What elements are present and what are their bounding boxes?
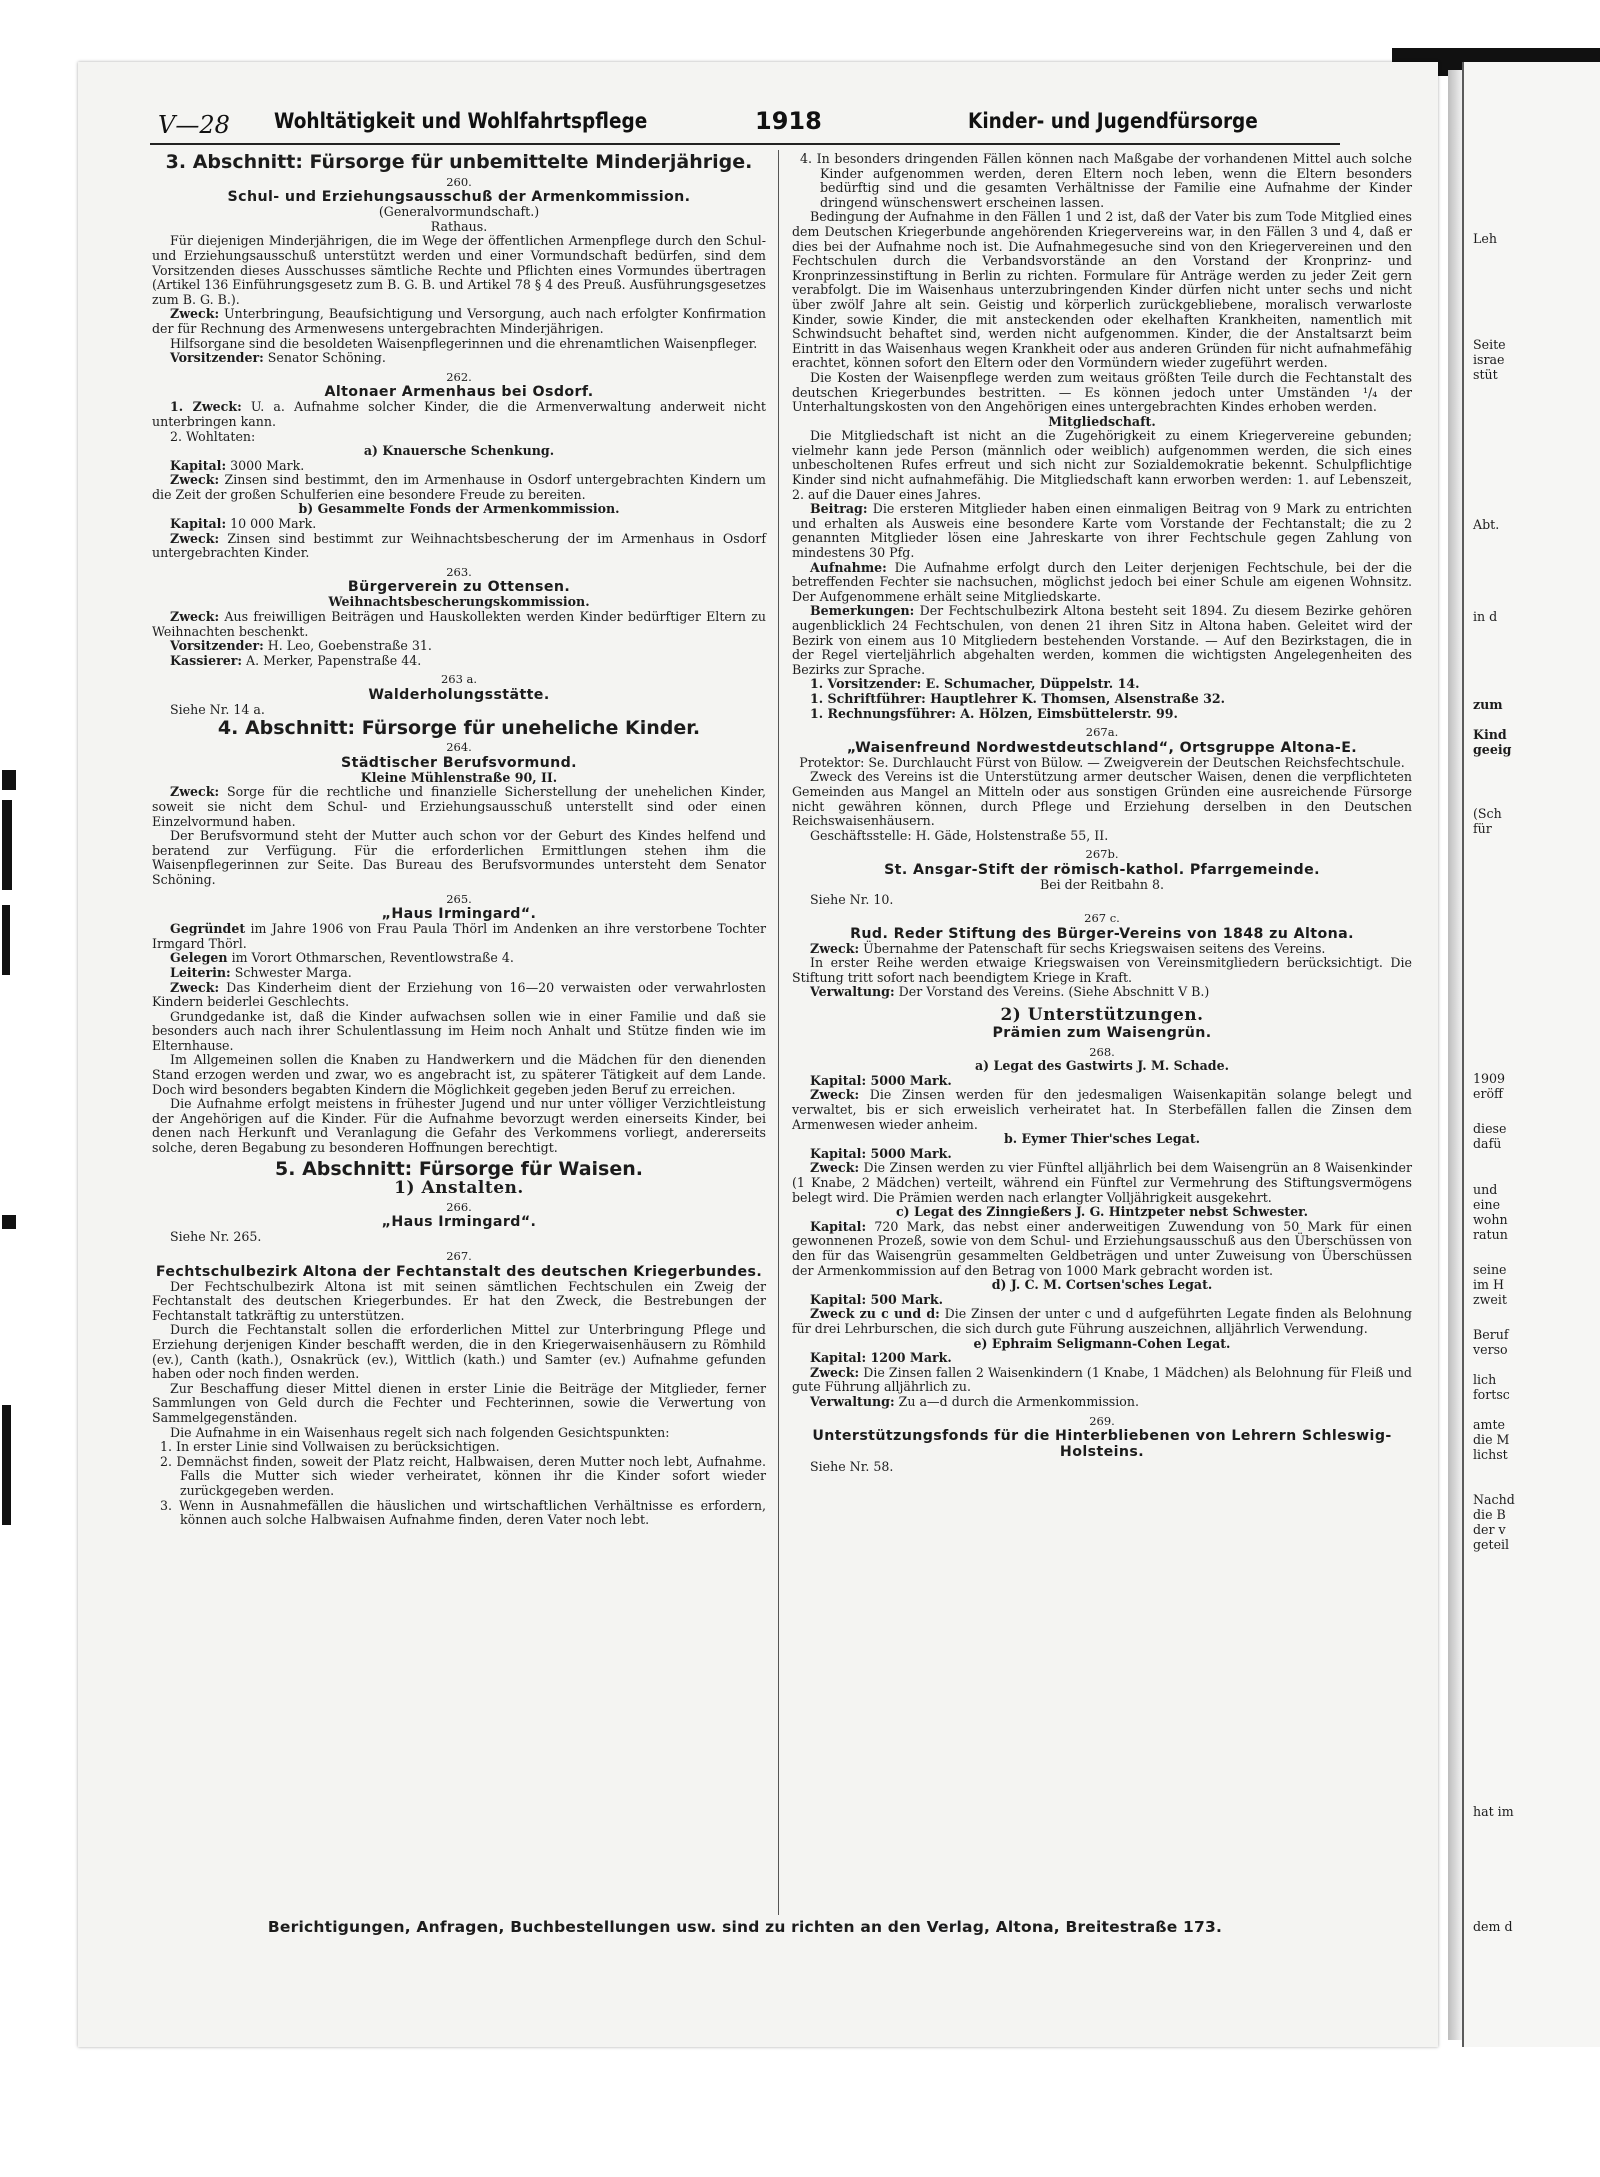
paragraph: Protektor: Se. Durchlaucht Fürst von Bülow. — Zweigverein der Deutschen Reichsfechtschule. xyxy=(799,754,1405,770)
section-subheading: Prämien zum Waisengrün. xyxy=(992,1024,1212,1041)
side-fragment: Abt. xyxy=(1473,517,1500,532)
paragraph: Der Berufsvormund steht der Mutter auch schon vor der Geburt des Kindes helfend und beratend zur Verfügung. Für die erforderlichen Ermittlungen stehen ihm die Waisenpflegerinnen zur Seite. Das Bureau des Berufsvormundes untersteht dem Senator Schöning. xyxy=(152,828,766,887)
footer-notice: Berichtigungen, Anfragen, Buchbestellungen usw. sind zu richten an den Verlag, Altona, Breitestraße 173. xyxy=(267,1918,1223,1936)
paragraph xyxy=(792,1307,1412,1336)
side-fragment: eröff xyxy=(1473,1086,1504,1101)
text: Die ersteren Mitglieder haben einen einmaligen Beitrag von 9 Mark zu entrichten und erhalten als Ausweis eine besondere Karte vom Vorstande der Fechtanstalt; die zu 2 genannten Mitglieder lösen eine Jahreskarte von ihrer Fechtschule gegen Zahlung von mindestens 30 Pfg. xyxy=(792,501,1412,561)
entry-title: Fechtschulbezirk Altona der Fechtanstalt des deutschen Kriegerbundes. xyxy=(155,1263,763,1280)
subheading: a) Knauersche Schenkung. xyxy=(363,443,555,459)
subheading: a) Legat des Gastwirts J. M. Schade. xyxy=(975,1058,1229,1074)
entry-number: 267b. xyxy=(1085,847,1119,862)
text: Zinsen sind bestimmt, den im Armenhause in Osdorf untergebrachten Kindern um die Zeit der großen Schulferien eine besondere Freude zu bereiten. xyxy=(152,472,766,502)
paragraph xyxy=(152,981,766,1010)
side-fragment: Leh xyxy=(1473,231,1497,246)
side-fragment: ratun xyxy=(1473,1227,1508,1242)
label: Leiterin: xyxy=(170,964,231,980)
paragraph xyxy=(792,1161,1412,1205)
paragraph xyxy=(152,951,766,966)
label: Zweck: xyxy=(170,609,220,625)
entry-title: Altonaer Armenhaus bei Osdorf. xyxy=(324,384,594,401)
paragraph xyxy=(152,307,766,336)
paragraph xyxy=(792,1088,1412,1132)
text: H. Leo, Goebenstraße 31. xyxy=(267,638,432,654)
entry-number: 264. xyxy=(446,740,472,755)
paragraph xyxy=(152,351,766,366)
paragraph: Die Mitgliedschaft ist nicht an die Zugehörigkeit zu einem Kriegervereine gebunden; vielmehr kann jede Person (männlich oder weiblich) aufgenommen werden, die sich eines unbescholtenen Rufes erfreut und sich nicht zur Sozialdemokratie bekennt. Schulpflichtige Kinder sind nicht aufnahmefähig. Die Mitgliedschaft kann erworben werden: 1. auf Lebenszeit, 2. auf die Dauer eines Jahres. xyxy=(792,428,1412,502)
text: im Jahre 1906 von Frau Paula Thörl im Andenken an ihre verstorbene Tochter Irmgard Thörl. xyxy=(152,921,766,951)
paragraph: Die Aufnahme erfolgt meistens in frühester Jugend und nur unter völliger Verzichtleistung der Angehörigen auf die Kinder. Für die Aufnahme bevorzugt werden einerseits Kinder, bei denen nach Herkunft und Veranlagung die Gefahr des Verkommens vorliegt, andererseits solche, deren Begabung zu besonderen Hoffnungen berechtigt. xyxy=(152,1096,766,1156)
paragraph xyxy=(152,400,766,429)
side-fragment: in d xyxy=(1473,609,1498,624)
entry-title: Schul- und Erziehungsausschuß der Armenkommission. xyxy=(227,189,691,206)
paragraph xyxy=(152,517,766,532)
entry-number: 268. xyxy=(1089,1044,1115,1059)
running-header xyxy=(148,107,1328,139)
label: Zweck: xyxy=(170,530,220,546)
paragraph: Im Allgemeinen sollen die Knaben zu Handwerkern und die Mädchen für den dienenden Stand erzogen werden und zwar, wo es angebracht ist, zu späterer Tätigkeit auf dem Lande. Doch wird besonders begabten Kindern die Möglichkeit gegeben jeden Beruf zu erreichen. xyxy=(152,1052,766,1097)
paragraph: Der Fechtschulbezirk Altona ist mit seinen sämtlichen Fechtschulen ein Zweig der Fechtanstalt des deutschen Kriegerbundes. Er hat den Zweck, die Bestrebungen der Fechtanstalt tatkräftig zu unterstützen. xyxy=(152,1278,766,1323)
side-fragment: amte xyxy=(1473,1417,1505,1432)
label: Zweck: xyxy=(810,1364,860,1380)
side-fragment: für xyxy=(1473,821,1492,836)
side-fragment: Seite xyxy=(1473,337,1506,352)
side-fragment: im H xyxy=(1473,1277,1504,1292)
text: Senator Schöning. xyxy=(267,350,386,366)
entry-number: 269. xyxy=(1089,1413,1115,1428)
side-fragment: Nachd xyxy=(1473,1492,1515,1507)
entry-location: Rathaus. xyxy=(430,218,488,234)
side-fragment: eine xyxy=(1473,1197,1501,1212)
left-margin-edge xyxy=(0,0,22,2177)
text: 3000 Mark. xyxy=(230,457,305,473)
paragraph xyxy=(792,985,1412,1000)
side-fragment: die B xyxy=(1473,1507,1506,1522)
entry-subtitle: Weihnachtsbescherungskommission. xyxy=(328,594,590,610)
section-heading: 3. Abschnitt: Fürsorge für unbemittelte Minderjährige. xyxy=(165,151,753,173)
header-rule xyxy=(150,143,1340,145)
list-item: 4. In besonders dringenden Fällen können nach Maßgabe der vorhandenen Mittel auch solche Kinder aufgenommen werden, deren Eltern noch leben, wenn die Eltern besonders bedürftig sind und die gesamten Verhältnisse der Familie eine Aufnahme der Kinder dringend wünschenswert erscheinen lassen. xyxy=(800,151,1412,210)
entry-location: Bei der Reitbahn 8. xyxy=(1039,876,1165,892)
label: Kapital: xyxy=(170,516,227,532)
side-fragment: Kind xyxy=(1473,727,1507,742)
entry-title: „Waisenfreund Nordwestdeutschland“, Ortsgruppe Altona-E. xyxy=(846,739,1358,756)
list-item: 3. Wenn in Ausnahmefällen die häuslichen und wirtschaftlichen Verhältnisse es erfordern, können auch solche Halbwaisen Aufnahme finden, deren Vater noch lebt. xyxy=(160,1497,766,1528)
side-fragment: zweit xyxy=(1473,1292,1507,1307)
side-fragment: (Sch xyxy=(1473,806,1502,821)
paragraph xyxy=(152,459,766,474)
subheading: e) Ephraim Seligmann-Cohen Legat. xyxy=(973,1335,1231,1351)
text: Die Aufnahme erfolgt durch den Leiter derjenigen Fechtschule, bei der die betreffenden Fechter sie nachsuchen, möglichst jedoch bei einer Schule am eigenen Wohnsitz. Der Aufgenommene erhält seine Mitgliedskarte. xyxy=(792,559,1412,604)
entry-title: Städtischer Berufsvormund. xyxy=(341,754,577,771)
entry-title: Unterstützungsfonds für die Hinterbliebenen von Lehrern Schleswig-Holsteins. xyxy=(812,1428,1392,1461)
paragraph: Die Aufnahme in ein Waisenhaus regelt sich nach folgenden Gesichtspunkten: xyxy=(170,1424,670,1440)
entry-number: 267 c. xyxy=(1084,911,1120,926)
subheading: b. Eymer Thier'sches Legat. xyxy=(1003,1131,1201,1147)
text: Der Vorstand des Vereins. (Siehe Abschnitt V B.) xyxy=(898,984,1210,1000)
gutter-shadow xyxy=(1448,70,1462,2040)
text: A. Merker, Papenstraße 44. xyxy=(246,652,422,668)
text: Der Fechtschulbezirk Altona besteht seit 1894. Zu diesem Bezirke gehören augenblicklich 24 Fechtschulen, von denen 21 ihren Sitz in Altona haben. Geleitet wird der Bezirk von einem aus 10 Mitgliedern bestehenden Vorstande. — Auf den Bezirkstagen, die in der Regel vierteljährlich abgehalten werden, kommen die wichtigsten Angelegenheiten des Bezirks zur Sprache. xyxy=(792,603,1412,677)
entry-number: 265. xyxy=(446,891,472,906)
margin-mark xyxy=(2,905,10,975)
officer-line: 1. Rechnungsführer: A. Hölzen, Eimsbüttelerstr. 99. xyxy=(810,705,1178,721)
paragraph xyxy=(792,1366,1412,1395)
side-fragment: diese xyxy=(1473,1121,1507,1136)
paragraph xyxy=(152,785,766,829)
side-fragment: geteil xyxy=(1473,1537,1510,1552)
entry-title: „Haus Irmingard“. xyxy=(381,906,537,923)
text: Schwester Marga. xyxy=(234,964,352,980)
label: Bemerkungen: xyxy=(810,603,915,619)
text: U. a. Aufnahme solcher Kinder, die die Armenverwaltung anderweit nicht unterbringen kann. xyxy=(152,399,766,429)
side-fragment: fortsc xyxy=(1473,1387,1510,1402)
entry-subtitle: (Generalvormundschaft.) xyxy=(378,204,540,220)
text: Zinsen sind bestimmt zur Weihnachtsbescherung der im Armenhaus in Osdorf untergebrachten Kinder. xyxy=(152,530,766,561)
label: Zweck zu c und d: xyxy=(810,1306,940,1322)
margin-mark xyxy=(2,800,12,890)
paragraph: Zweck des Vereins ist die Unterstützung armer deutscher Waisen, denen die verpflichteten Gemeinden aus Mangel an Mitteln oder aus sonstigen Gründen eine ausreichende Fürsorge nicht gewähren können, durch Pflege und Erziehung derselben in den Deutschen Reichswaisenhäusern. xyxy=(792,769,1412,829)
side-fragment: lich xyxy=(1473,1372,1497,1387)
side-fragment: Beruf xyxy=(1473,1327,1509,1342)
text: Zu a—d durch die Armenkommission. xyxy=(898,1393,1139,1409)
text: Die Zinsen werden für den jedesmaligen Waisenkapitän solange belegt und verwaltet, bis er sich erweislich verheiratet hat. In Sterbefällen fallen die Zinsen dem Armenwesen wieder anheim. xyxy=(792,1087,1412,1132)
left-column xyxy=(152,152,766,1528)
paragraph: Geschäftsstelle: H. Gäde, Holstenstraße 55, II. xyxy=(810,827,1109,843)
side-fragment: verso xyxy=(1473,1342,1508,1357)
cross-reference: Siehe Nr. 10. xyxy=(810,891,894,907)
label: Gelegen xyxy=(170,950,228,966)
margin-mark xyxy=(2,1405,11,1525)
section-subheading: 1) Anstalten. xyxy=(394,1178,524,1199)
section-heading: 4. Abschnitt: Fürsorge für uneheliche Kinder. xyxy=(217,716,701,739)
cross-reference: Siehe Nr. 14 a. xyxy=(170,702,265,717)
paragraph: Kapital: 1200 Mark. xyxy=(810,1350,952,1366)
paragraph xyxy=(152,639,766,654)
entry-number: 267. xyxy=(446,1249,472,1263)
paragraph xyxy=(152,473,766,502)
side-fragment: hat im xyxy=(1473,1804,1514,1819)
subheading: d) J. C. M. Cortsen'sches Legat. xyxy=(991,1277,1213,1293)
side-fragment: dafü xyxy=(1473,1136,1502,1151)
label: Verwaltung: xyxy=(810,1393,895,1409)
text: Das Kinderheim dient der Erziehung von 16—20 verwaisten oder verwahrlosten Kindern beiderlei Geschlechts. xyxy=(152,979,766,1010)
paragraph xyxy=(152,966,766,981)
paragraph: Zur Beschaffung dieser Mittel dienen in erster Linie die Beiträge der Mitglieder, ferner Sammlungen von Geld durch die Fechter und Fechterinnen, sowie die Verwertung von Sammelgegenständen. xyxy=(152,1380,766,1425)
label: 1. Zweck: xyxy=(170,399,242,415)
list-item: 2. Demnächst finden, soweit der Platz reicht, Halbwaisen, deren Mutter noch lebt, Aufnahme. Falls die Mutter sich wieder verheiratet, können ihr die Kinder sofort wieder zurückgegeben werden. xyxy=(160,1453,766,1498)
text: Sorge für die rechtliche und finanzielle Sicherstellung der unehelichen Kinder, soweit sie nicht dem Schul- und Erziehungsausschuß unterstellt sind oder einen Einzelvormund haben. xyxy=(152,784,766,829)
column-divider xyxy=(778,150,779,1915)
side-fragment: wohn xyxy=(1473,1212,1508,1227)
paragraph: 2. Wohltaten: xyxy=(170,428,256,444)
label: Zweck: xyxy=(170,979,220,995)
cross-reference: Siehe Nr. 265. xyxy=(170,1229,262,1245)
paragraph: In erster Reihe werden etwaige Kriegswaisen von Vereinsmitgliedern berücksichtigt. Die Stiftung tritt sofort nach beendigtem Kriege in Kraft. xyxy=(792,955,1412,985)
label: Zweck: xyxy=(170,472,220,488)
entry-title: Bürgerverein zu Ottensen. xyxy=(347,579,571,596)
entry-number: 267a. xyxy=(1085,725,1119,740)
text: 10 000 Mark. xyxy=(230,516,317,532)
side-fragment: lichst xyxy=(1473,1447,1508,1462)
side-fragment: der v xyxy=(1473,1522,1506,1537)
list-item: 1. In erster Linie sind Vollwaisen zu berücksichtigen. xyxy=(160,1439,500,1455)
section-subheading: 2) Unterstützungen. xyxy=(1000,1005,1204,1026)
cross-reference: Siehe Nr. 58. xyxy=(810,1459,894,1475)
paragraph xyxy=(152,922,766,951)
side-fragment: dem d xyxy=(1473,1919,1513,1934)
side-fragment: die M xyxy=(1473,1432,1510,1447)
paragraph xyxy=(792,561,1412,605)
side-fragment: 1909 xyxy=(1473,1071,1506,1086)
entry-subtitle: Kleine Mühlenstraße 90, II. xyxy=(360,769,558,785)
label: Zweck: xyxy=(810,1160,860,1176)
right-column xyxy=(792,152,1412,1475)
label: Zweck: xyxy=(810,940,860,956)
label: Vorsitzender: xyxy=(170,350,264,366)
text: Aus freiwilligen Beiträgen und Hauskollekten werden Kinder bedürftiger Eltern zu Weihnachten beschenkt. xyxy=(152,609,766,639)
entry-title: Walderholungsstätte. xyxy=(368,687,550,703)
side-fragment: zum xyxy=(1473,697,1503,712)
paragraph: Die Kosten der Waisenpflege werden zum weitaus größten Teile durch die Fechtanstalt des deutschen Kriegerbundes bestritten. — Es können jedoch unter Umständen ¹/₄ der Unterhaltungskosten von den Angehörigen eines untergebrachten Kindes erhoben werden. xyxy=(792,369,1412,415)
paragraph: Durch die Fechtanstalt sollen die erforderlichen Mittel zur Unterbringung Pflege und Erziehung derjenigen Kinder beschafft werden, die in den Kriegerwaisenhäusern zu Römhild (ev.), Canth (kath.), Osnakrück (ev.), Wittlich (kath.) und Samter (ev.) Aufnahme gefunden haben oder noch finden werden. xyxy=(152,1322,766,1382)
label: Kassierer: xyxy=(170,652,243,668)
header-year: 1918 xyxy=(755,107,822,135)
text: Die Zinsen fallen 2 Waisenkindern (1 Knabe, 1 Mädchen) als Belohnung für Fleiß und gute Führung alljährlich zu. xyxy=(792,1364,1412,1395)
text: im Vorort Othmarschen, Reventlowstraße 4. xyxy=(231,950,514,966)
paragraph: Kapital: 500 Mark. xyxy=(810,1291,944,1307)
subheading: b) Gesammelte Fonds der Armenkommission. xyxy=(298,501,620,517)
entry-number: 260. xyxy=(446,174,472,189)
paragraph xyxy=(792,1395,1412,1410)
side-fragment: und xyxy=(1473,1182,1498,1197)
label: Gegründet xyxy=(170,921,246,937)
side-fragment: stüt xyxy=(1473,367,1498,382)
paragraph: Grundgedanke ist, daß die Kinder aufwachsen sollen wie in einer Familie und daß sie besonders auch nach ihrer Schulentlassung im Heim noch Anhalt und Stütze finden wie im Elternhause. xyxy=(152,1008,766,1053)
officer-line: 1. Schriftführer: Hauptlehrer K. Thomsen, Alsenstraße 32. xyxy=(810,690,1225,706)
paragraph xyxy=(152,610,766,639)
header-right-title: Kinder- und Jugendfürsorge xyxy=(968,109,1258,133)
paragraph: Für diejenigen Minderjährigen, die im Wege der öffentlichen Armenpflege durch den Schul- und Erziehungsausschuß unterstützt werden und einer Vormundschaft bedürfen, sind dem Vorsitzenden dieses Ausschusses sämtliche Rechte und Pflichten eines Vormundes übertragen (Artikel 136 Einführungsgesetz zum B. G. B. und Artikel 78 § 4 des Preuß. Ausführungsgesetzes zum B. G. B.). xyxy=(152,233,766,307)
label: Zweck: xyxy=(810,1087,860,1103)
paragraph xyxy=(792,502,1412,560)
paragraph: Hilfsorgane sind die besoldeten Waisenpflegerinnen und die ehrenamtlichen Waisenpfleger. xyxy=(170,335,758,351)
subheading: Mitgliedschaft. xyxy=(1048,413,1156,429)
entry-number: 263. xyxy=(446,564,472,579)
label: Kapital: xyxy=(170,457,227,473)
paragraph xyxy=(792,604,1412,677)
paragraph xyxy=(792,1220,1412,1278)
paragraph: Kapital: 5000 Mark. xyxy=(810,1145,952,1161)
label: Verwaltung: xyxy=(810,984,895,1000)
paragraph xyxy=(792,942,1412,957)
paragraph: Bedingung der Aufnahme in den Fällen 1 und 2 ist, daß der Vater bis zum Tode Mitglied eines dem Deutschen Kriegerbunde angehörenden Kriegervereins war, in den Fällen 3 und 4, daß er dies bei der Aufnahme noch ist. Die Aufnahmegesuche sind von den Kriegervereinen und den Fechtschulen durch die Verbandsvorstände an den Vorstand der Kronprinz- und Kronprinzessinstiftung in Berlin zu richten. Formulare für Anträge werden zu jeder Zeit gern verabfolgt. Die im Waisenhaus unterzubringenden Kinder dürfen nicht unter sechs und nicht über zwölf Jahre alt sein. Geistig und körperlich zurückgebliebene, moralisch verwarloste Kinder, sowie Kinder, die mit ansteckenden oder ekelhaften Krankheiten, namentlich mit Schwindsucht behaftet sind, werden nicht aufgenommen. Kinder, die der Anstaltsarzt beim Eintritt in das Waisenhaus wegen Krankheit oder aus anderen Gründen für nicht aufnahmefähig erachtet, können sofort den Eltern oder den Vormündern wieder zugeführt werden. xyxy=(792,209,1412,371)
side-fragment: seine xyxy=(1473,1262,1507,1277)
text: Unterbringung, Beaufsichtigung und Versorgung, auch nach erfolgter Konfirmation der für Rechnung des Armenwesens untergebrachten Minderjährigen. xyxy=(152,306,766,336)
label: Aufnahme: xyxy=(810,559,887,575)
section-heading: 5. Abschnitt: Fürsorge für Waisen. xyxy=(275,1157,643,1180)
text: Die Zinsen werden zu vier Fünftel alljährlich bei dem Waisengrün an 8 Waisenkinder (1 Knabe, 2 Mädchen) verteilt, während ein Fünftel zur Vermehrung des Stiftungsvermögens belegt wird. Die Prämien werden nach erlangter Volljährigkeit ausgekehrt. xyxy=(792,1160,1412,1205)
entry-number: 266. xyxy=(446,1199,472,1214)
label: Zweck: xyxy=(170,306,220,322)
subheading: c) Legat des Zinngießers J. G. Hintzpeter nebst Schwester. xyxy=(895,1204,1309,1220)
paragraph xyxy=(152,532,766,561)
label: Zweck: xyxy=(170,784,220,800)
page-number: V—28 xyxy=(158,111,230,139)
text: Die Zinsen der unter c und d aufgeführten Legate finden als Belohnung für drei Lehrburschen, die sich durch gute Führung auszeichnen, alljährlich Verwendung. xyxy=(792,1306,1412,1336)
margin-mark xyxy=(2,770,16,790)
text: Übernahme der Patenschaft für sechs Kriegswaisen seitens des Vereins. xyxy=(863,940,1326,956)
entry-title: „Haus Irmingard“. xyxy=(381,1214,537,1231)
entry-title: Rud. Reder Stiftung des Bürger-Vereins von 1848 zu Altona. xyxy=(850,925,1354,942)
label: Kapital: xyxy=(810,1218,867,1234)
side-fragment: geeig xyxy=(1473,742,1512,757)
entry-number: 262. xyxy=(446,369,472,384)
paragraph: Kapital: 5000 Mark. xyxy=(810,1072,952,1088)
side-fragment: israe xyxy=(1473,352,1505,367)
paragraph xyxy=(152,654,766,669)
label: Beitrag: xyxy=(810,501,868,517)
entry-title: St. Ansgar-Stift der römisch-kathol. Pfarrgemeinde. xyxy=(884,861,1320,878)
header-left-title: Wohltätigkeit und Wohlfahrtspflege xyxy=(274,109,648,133)
label: Vorsitzender: xyxy=(170,638,264,654)
entry-number: 263 a. xyxy=(440,672,478,687)
text: 720 Mark, das nebst einer anderweitigen Zuwendung von 50 Mark für einen gewonnenen Prozeß, sowie von dem Schul- und Erziehungsausschuß aus den Überschüssen von den für das Waisengrün gesammelten Geldbeträgen und unter Zuweisung von Überschüssen der Armenkommission auf den Betrag von 1000 Mark gebracht worden ist. xyxy=(792,1218,1412,1278)
margin-mark xyxy=(2,1215,16,1229)
officer-line: 1. Vorsitzender: E. Schumacher, Düppelstr. 14. xyxy=(810,676,1140,692)
